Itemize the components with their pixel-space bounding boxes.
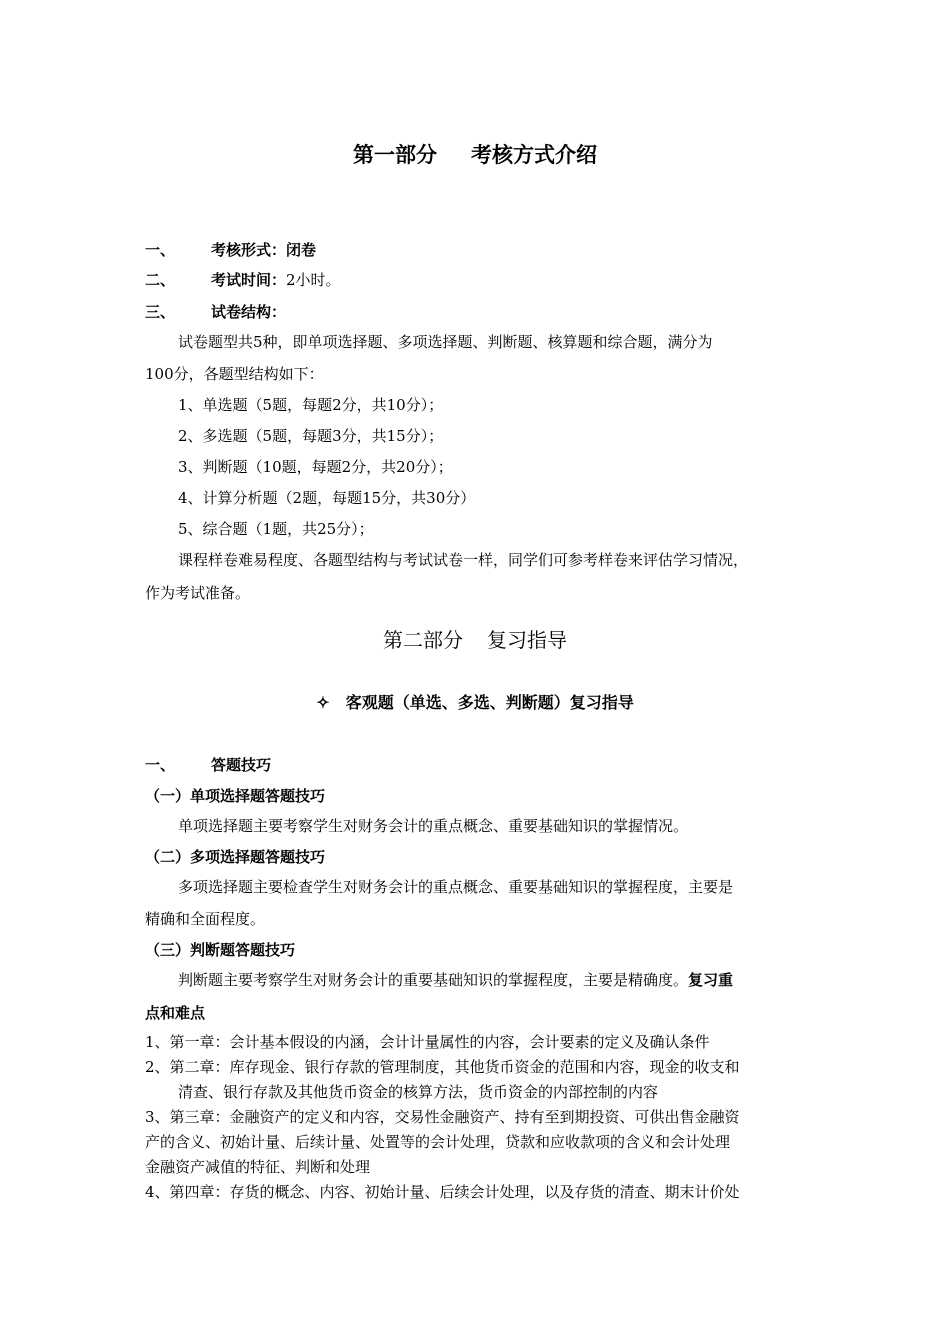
intro-line-2: 100分，各题型结构如下： — [145, 365, 324, 383]
single-choice-heading: （一）单项选择题答题技巧 — [145, 787, 326, 805]
chapter-3-line-3: 金融资产减值的特征、判断和处理 — [145, 1158, 371, 1176]
note-line-1: 课程样卷难易程度、各题型结构与考试试卷一样，同学们可参考样卷来评估学习情况， — [178, 551, 749, 569]
structure-item: 1、单选题（5题，每题2分，共10分）； — [178, 396, 444, 414]
part1-title-a: 第一部分 — [353, 142, 437, 167]
answer-skills-heading — [145, 755, 271, 775]
structure-item: 5、综合题（1题，共25分）； — [178, 520, 374, 538]
structure-item: 3、判断题（10题，每题2分，共20分）； — [178, 458, 453, 476]
objective-questions-subtitle — [0, 690, 950, 713]
paper-structure-item — [145, 302, 286, 322]
note-line-2: 作为考试准备。 — [145, 584, 251, 602]
diamond-star-icon: ✧ — [316, 693, 330, 712]
section-label: 答题技巧 — [211, 756, 272, 774]
chapter-1: 1、第一章：会计基本假设的内涵，会计计量属性的内容，会计要素的定义及确认条件 — [145, 1033, 710, 1051]
key-points-heading-end: 点和难点 — [145, 1004, 206, 1022]
section-number: 一、 — [145, 756, 176, 774]
single-choice-text: 单项选择题主要考察学生对财务会计的重点概念、重要基础知识的掌握情况。 — [178, 817, 689, 835]
item-number: 一、 — [145, 241, 176, 259]
item-label: 考试时间： — [211, 271, 287, 289]
item-number: 三、 — [145, 303, 176, 321]
chapter-3-line-2: 产的含义、初始计量、后续计量、处置等的会计处理，贷款和应收款项的含义和会计处理 — [145, 1133, 731, 1151]
judgement-text: 判断题主要考察学生对财务会计的重要基础知识的掌握程度，主要是精确度。 — [178, 971, 689, 989]
chapter-4-line-1: 4、第四章：存货的概念、内容、初始计量、后续会计处理，以及存货的清查、期末计价处 — [145, 1183, 740, 1201]
key-points-heading-start: 复习重 — [688, 971, 734, 989]
part2-title-a: 第二部分 — [383, 628, 463, 652]
part1-title-b: 考核方式介绍 — [471, 142, 597, 167]
item-label: 考核形式：闭卷 — [211, 241, 317, 259]
exam-form-item — [145, 240, 316, 260]
subtitle-text: 客观题（单选、多选、判断题）复习指导 — [345, 693, 634, 712]
judgement-text-1 — [178, 970, 733, 990]
multi-choice-heading: （二）多项选择题答题技巧 — [145, 848, 326, 866]
multi-choice-text-2: 精确和全面程度。 — [145, 910, 266, 928]
item-label: 试卷结构： — [211, 303, 287, 321]
part2-title-b: 复习指导 — [487, 628, 567, 652]
multi-choice-text-1: 多项选择题主要检查学生对财务会计的重点概念、重要基础知识的掌握程度，主要是 — [178, 878, 734, 896]
item-value: 2小时。 — [286, 271, 341, 289]
exam-time-item — [145, 270, 341, 290]
chapter-2-line-1: 2、第二章：库存现金、银行存款的管理制度，其他货币资金的范围和内容，现金的收支和 — [145, 1058, 740, 1076]
chapter-2-line-2: 清查、银行存款及其他货币资金的核算方法，货币资金的内部控制的内容 — [178, 1083, 659, 1101]
item-number: 二、 — [145, 271, 176, 289]
chapter-3-line-1: 3、第三章：金融资产的定义和内容，交易性金融资产、持有至到期投资、可供出售金融资 — [145, 1108, 740, 1126]
structure-item: 4、计算分析题（2题，每题15分，共30分） — [178, 489, 476, 507]
part1-title — [0, 139, 950, 169]
intro-line-1: 试卷题型共5种，即单项选择题、多项选择题、判断题、核算题和综合题，满分为 — [178, 333, 713, 351]
part2-title — [0, 624, 950, 653]
judgement-heading: （三）判断题答题技巧 — [145, 941, 296, 959]
structure-item: 2、多选题（5题，每题3分，共15分）； — [178, 427, 444, 445]
